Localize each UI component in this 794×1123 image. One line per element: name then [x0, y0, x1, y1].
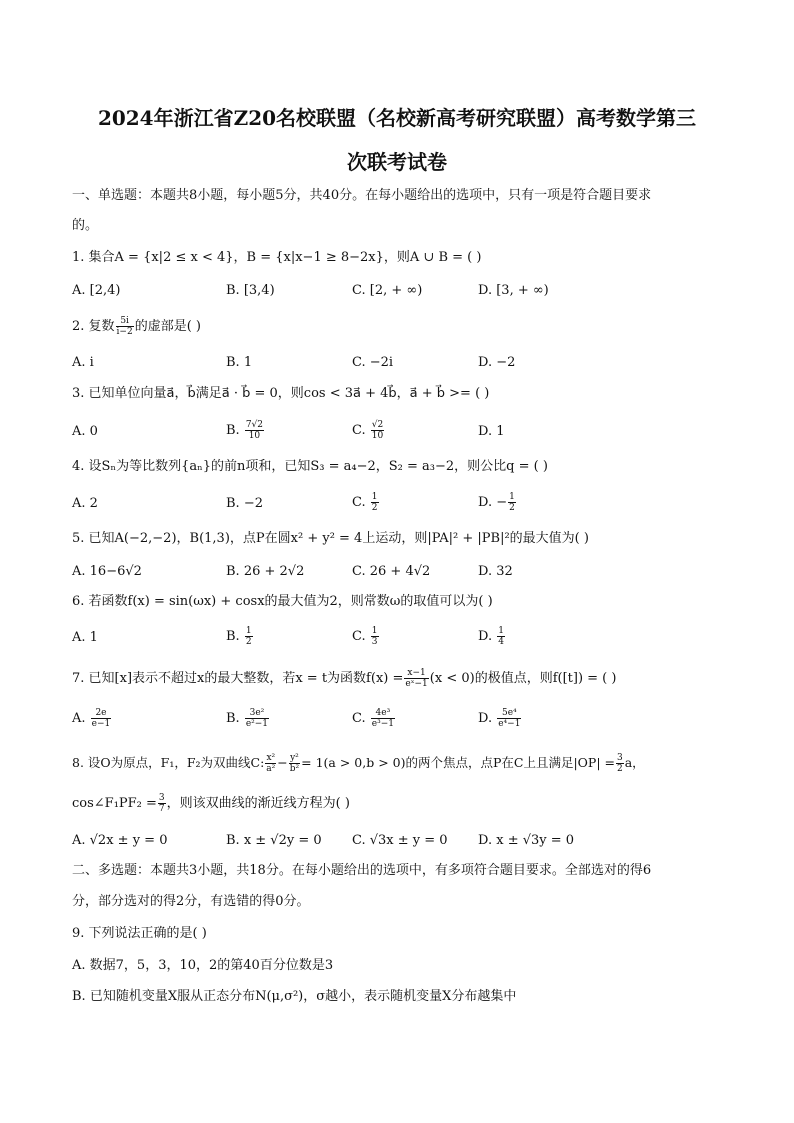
question-4-options: [72, 492, 732, 512]
q4-optd-num: 1: [509, 492, 515, 502]
question-5-options: [72, 563, 732, 583]
q2-suffix: 的虚部是( ): [134, 319, 201, 334]
q6-option-c: [352, 626, 380, 647]
question-2-options: [72, 354, 732, 374]
q3-option-a: A. 0: [72, 424, 98, 439]
q6-optc-num: 1: [371, 626, 378, 636]
q6-option-c-fraction: [371, 626, 379, 647]
q6-option-d-label: D.: [478, 629, 493, 644]
q8-frac2-den: b²: [289, 764, 300, 774]
q8-frac4-num: 3: [158, 793, 165, 803]
q3-option-b: [226, 420, 265, 441]
q5-option-c: C. 26 + 4√2: [352, 564, 431, 579]
q5-option-b: B. 26 + 2√2: [226, 564, 305, 579]
q3-option-c-fraction: [371, 420, 384, 441]
q8-prefix: 8. 设O为原点，F₁，F₂为双曲线C:: [72, 755, 265, 770]
q7-prefix: 7. 已知[x]表示不超过x的最大整数，若x = t为函数f(x) =: [72, 671, 404, 686]
q7-optb-den: e²−1: [245, 719, 269, 729]
q7-option-a-label: A.: [72, 711, 86, 726]
q7-frac-den: eˣ−1: [405, 679, 428, 689]
q2-option-c: C. −2i: [352, 355, 394, 370]
q6-optb-num: 1: [245, 626, 252, 636]
q7-option-c: [352, 708, 396, 729]
q8-frac1-den: a²: [266, 764, 276, 774]
q7-fraction: [404, 668, 428, 689]
question-8-stem-line-1: 8. 设O为原点，F₁，F₂为双曲线C: $\frac{\text{x²}}{\text{a²}}$ − $\frac{\text{y²}}{\text{b²}}$ = 1(a > 0,b > 0)的两个焦点，点P在C上且满足|OP| = $\frac{3}{2}$ a，: [72, 753, 645, 774]
q8-middle: = 1(a > 0,b > 0)的两个焦点，点P在C上且满足|OP| =: [301, 755, 615, 770]
question-1-options: [72, 282, 732, 302]
q4-option-c-fraction: [371, 492, 379, 513]
q2-frac-den: i−2: [116, 327, 133, 337]
q8-frac4-den: 7: [158, 804, 165, 814]
q8-fraction-2: [289, 753, 300, 774]
q8-frac2-num: y²: [290, 753, 299, 763]
q3-option-c-label: C.: [352, 423, 366, 438]
section-1-instructions-line-1: 一、单选题：本题共8小题，每小题5分，共40分。在每小题给出的选项中，只有一项是符合题目要求: [72, 188, 652, 203]
q6-option-c-label: C.: [352, 629, 366, 644]
q9-option-a: A. 数据7，5，3，10，2的第40百分位数是3: [72, 958, 334, 973]
q7-option-b-fraction: [245, 708, 269, 729]
q7-option-c-fraction: [371, 708, 395, 729]
q7-optc-den: e³−1: [371, 719, 394, 729]
q2-option-b: B. 1: [226, 355, 253, 370]
q2-prefix: 2. 复数: [72, 319, 115, 334]
q7-option-b: [226, 708, 270, 729]
q6-optc-den: 3: [371, 637, 378, 647]
question-2-stem: [72, 316, 724, 337]
q3-option-b-fraction: [245, 420, 264, 441]
q6-option-b: [226, 626, 254, 647]
question-4-stem: 4. 设Sₙ为等比数列{aₙ}的前n项和，已知S₃ = a₄−2，S₂ = a₃−2，则公比q = ( ): [72, 459, 548, 474]
question-8-options: [72, 832, 732, 852]
q2-frac-num: 5i: [116, 316, 134, 327]
q7-optb-num: 3e²: [245, 708, 269, 719]
q6-option-d: [478, 626, 506, 647]
q7-option-a: [72, 708, 112, 729]
section-1-instructions-line-2: 的。: [72, 218, 99, 233]
q6-option-a: A. 1: [72, 630, 98, 645]
q2-fraction: [116, 316, 134, 337]
q4-option-d-fraction: [508, 492, 516, 513]
q6-optb-den: 2: [245, 637, 252, 647]
q7-option-d-fraction: [497, 708, 521, 729]
question-3-options: [72, 420, 732, 440]
q9-option-b: B. 已知随机变量X服从正态分布N(μ,σ²)，σ越小，表示随机变量X分布越集中: [72, 989, 517, 1004]
q4-option-c: [352, 492, 380, 513]
exam-title-line-1: 2024年浙江省Z20名校联盟（名校新高考研究联盟）高考数学第三: [97, 106, 697, 130]
q1-option-c: C. [2, + ∞): [352, 283, 423, 298]
q6-option-b-fraction: [245, 626, 253, 647]
q4-optc-num: 1: [371, 492, 378, 502]
q8-fraction-3: [616, 753, 624, 774]
q4-option-a: A. 2: [72, 496, 98, 511]
question-3-stem: 3. 已知单位向量a⃗，b⃗满足a⃗ · b⃗ = 0，则cos < 3a⃗ + 4b⃗，a⃗ + b⃗ >= ( ): [72, 386, 490, 401]
question-1-stem: 1. 集合A = {x|2 ≤ x < 4}，B = {x|x−1 ≥ 8−2x}，则A ∪ B = ( ): [72, 250, 482, 265]
q1-option-a: A. [2,4): [72, 283, 121, 298]
q7-opta-num: 2e: [91, 708, 112, 719]
q7-option-a-fraction: [91, 708, 112, 729]
section-2-instructions-line-1: 二、多选题：本题共3小题，共18分。在每小题给出的选项中，有多项符合题目要求。全部选对的得6: [72, 863, 652, 878]
q8-line2-prefix: cos∠F₁PF₂ =: [72, 796, 157, 811]
question-8-stem-line-2: [72, 793, 724, 814]
q3-optc-den: 10: [371, 431, 384, 441]
q8-frac3-den: 2: [616, 764, 623, 774]
q5-option-a: A. 16−6√2: [72, 564, 142, 579]
q7-optd-num: 5e⁴: [497, 708, 521, 719]
q7-option-d: [478, 708, 522, 729]
q7-suffix: (x < 0)的极值点，则f([t]) = ( ): [429, 671, 617, 686]
q7-option-c-label: C.: [352, 711, 366, 726]
q7-optc-num: 4e³: [371, 708, 395, 719]
q1-option-d: D. [3, + ∞): [478, 283, 549, 298]
q8-option-d: D. x ± √3y = 0: [478, 833, 575, 848]
q8-option-c: C. √3x ± y = 0: [352, 833, 448, 848]
q8-frac1-num: x²: [266, 753, 276, 763]
q3-optb-num: 7√2: [245, 420, 264, 430]
question-6-stem: 6. 若函数f(x) = sin(ωx) + cosx的最大值为2，则常数ω的取值可以为( ): [72, 594, 493, 609]
question-7-options: [72, 708, 732, 728]
question-6-options: [72, 626, 732, 646]
q4-option-b: B. −2: [226, 496, 263, 511]
q3-option-d: D. 1: [478, 424, 505, 439]
q3-optb-den: 10: [248, 431, 261, 441]
q6-optd-num: 1: [498, 626, 504, 636]
q6-optd-den: 4: [498, 637, 504, 647]
q4-optc-den: 2: [371, 503, 378, 513]
q8-tail: a，: [624, 755, 645, 770]
question-7-stem: [72, 668, 724, 689]
q8-option-a: A. √2x ± y = 0: [72, 833, 168, 848]
q2-option-a: A. i: [72, 355, 94, 370]
q1-option-b: B. [3,4): [226, 283, 275, 298]
question-9-stem: 9. 下列说法正确的是( ): [72, 926, 207, 941]
q8-line2-suffix: ，则该双曲线的渐近线方程为( ): [166, 796, 350, 811]
q6-option-d-fraction: [497, 626, 505, 647]
q7-optd-den: e⁴−1: [498, 719, 521, 729]
q4-option-d: [478, 492, 517, 513]
q7-frac-num: x−1: [404, 668, 428, 679]
q3-option-b-label: B.: [226, 423, 240, 438]
q4-option-d-label: D. −: [478, 495, 508, 510]
q3-optc-num: √2: [371, 420, 384, 430]
q8-fraction-1: [265, 753, 276, 774]
q7-option-d-label: D.: [478, 711, 493, 726]
q6-option-b-label: B.: [226, 629, 240, 644]
question-5-stem: 5. 已知A(−2,−2)，B(1,3)，点P在圆x² + y² = 4上运动，则|PA|² + |PB|²的最大值为( ): [72, 531, 589, 546]
q3-option-c: [352, 420, 385, 441]
q7-opta-den: e−1: [91, 719, 111, 729]
q4-option-c-label: C.: [352, 495, 366, 510]
q8-option-b: B. x ± √2y = 0: [226, 833, 322, 848]
q2-option-d: D. −2: [478, 355, 516, 370]
section-2-instructions-line-2: 分，部分选对的得2分，有选错的得0分。: [72, 894, 310, 909]
q5-option-d: D. 32: [478, 564, 513, 579]
q4-optd-den: 2: [509, 503, 515, 513]
q8-fraction-4: [158, 793, 166, 814]
exam-title-line-2: 次联考试卷: [347, 150, 447, 174]
q7-option-b-label: B.: [226, 711, 240, 726]
q8-frac3-num: 3: [616, 753, 623, 763]
